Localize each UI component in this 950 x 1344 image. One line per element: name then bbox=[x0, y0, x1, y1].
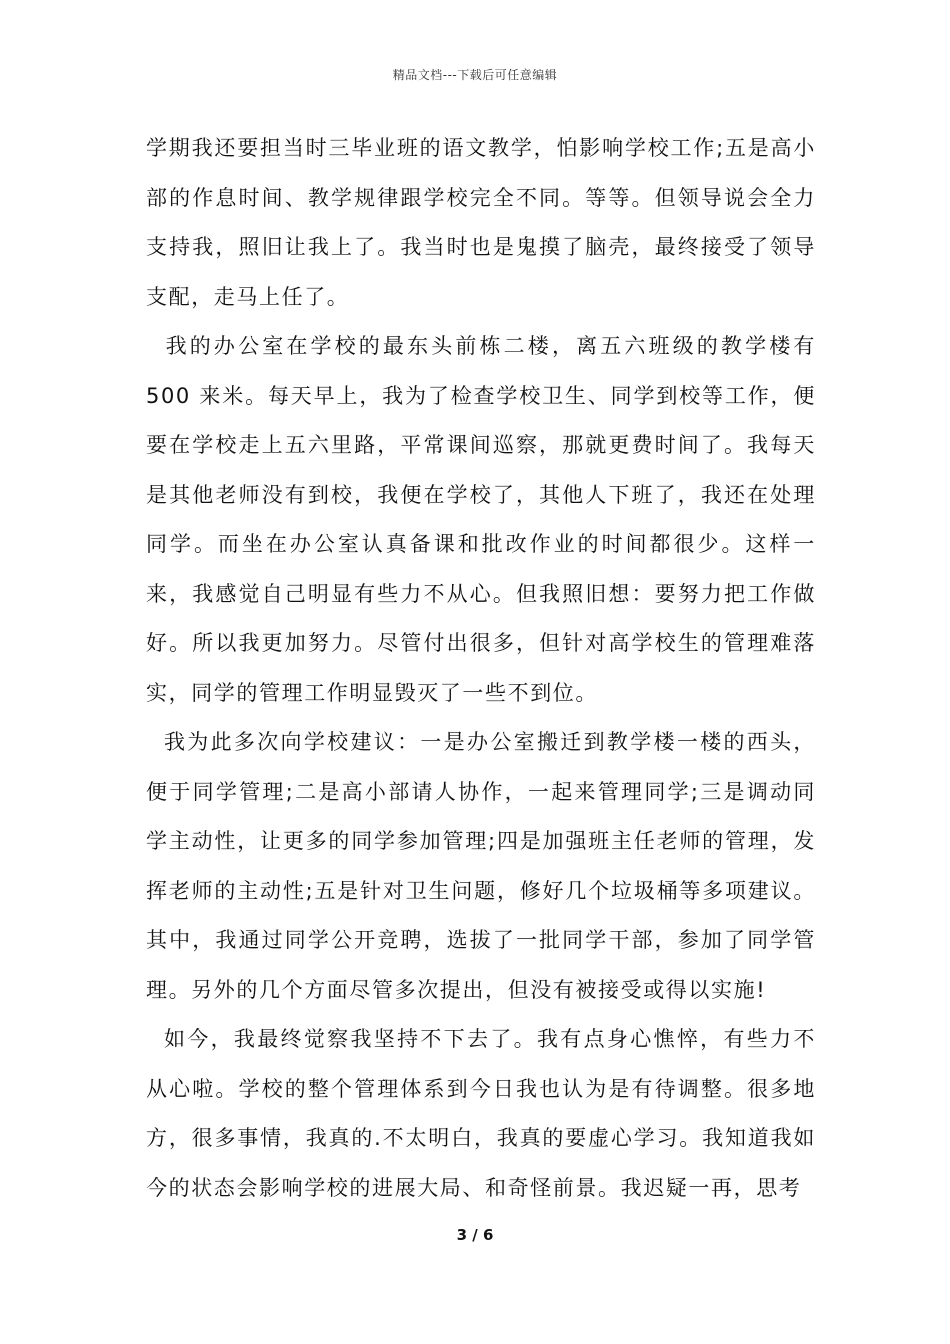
document-body bbox=[146, 124, 825, 1213]
paragraph-3: 我为此多次向学校建议：一是办公室搬迁到教学楼一楼的西头，便于同学管理;二是高小部请人协作，一起来管理同学;三是调动同学主动性，让更多的同学参加管理;四是加强班主任老师的管理，发挥老师的主动性;五是针对卫生问题，修好几个垃圾桶等多项建议。其中，我通过同学公开竞聘，选拔了一批同学干部，参加了同学管理。另外的几个方面尽管多次提出，但没有被接受或得以实施! bbox=[146, 730, 816, 1002]
paragraph-1: 学期我还要担当时三毕业班的语文教学，怕影响学校工作;五是高小部的作息时间、教学规律跟学校完全不同。等等。但领导说会全力支持我，照旧让我上了。我当时也是鬼摸了脑壳，最终接受了领导支配，走马上任了。 bbox=[146, 136, 816, 309]
page-header: 精品文档---下载后可任意编辑 bbox=[392, 68, 558, 82]
paragraph-4: 如今，我最终觉察我坚持不下去了。我有点身心憔悴，有些力不从心啦。学校的整个管理体系到今日我也认为是有待调整。很多地方，很多事情，我真的.不太明白，我真的要虚心学习。我知道我如今的状态会影响学校的进展大局、和奇怪前景。我迟疑一再，思考 bbox=[146, 1027, 816, 1200]
page-number: 3 / 6 bbox=[456, 1226, 494, 1244]
paragraph-2: 我的办公室在学校的最东头前栋二楼，离五六班级的教学楼有 500 来米。每天早上，我为了检查学校卫生、同学到校等工作，便要在学校走上五六里路，平常课间巡察，那就更费时间了。我每天是其他老师没有到校，我便在学校了，其他人下班了，我还在处理同学。而坐在办公室认真备课和批改作业的时间都很少。这样一来，我感觉自己明显有些力不从心。但我照旧想：要努力把工作做好。所以我更加努力。尽管付出很多，但针对高学校生的管理难落实，同学的管理工作明显毁灭了一些不到位。 bbox=[146, 334, 825, 705]
